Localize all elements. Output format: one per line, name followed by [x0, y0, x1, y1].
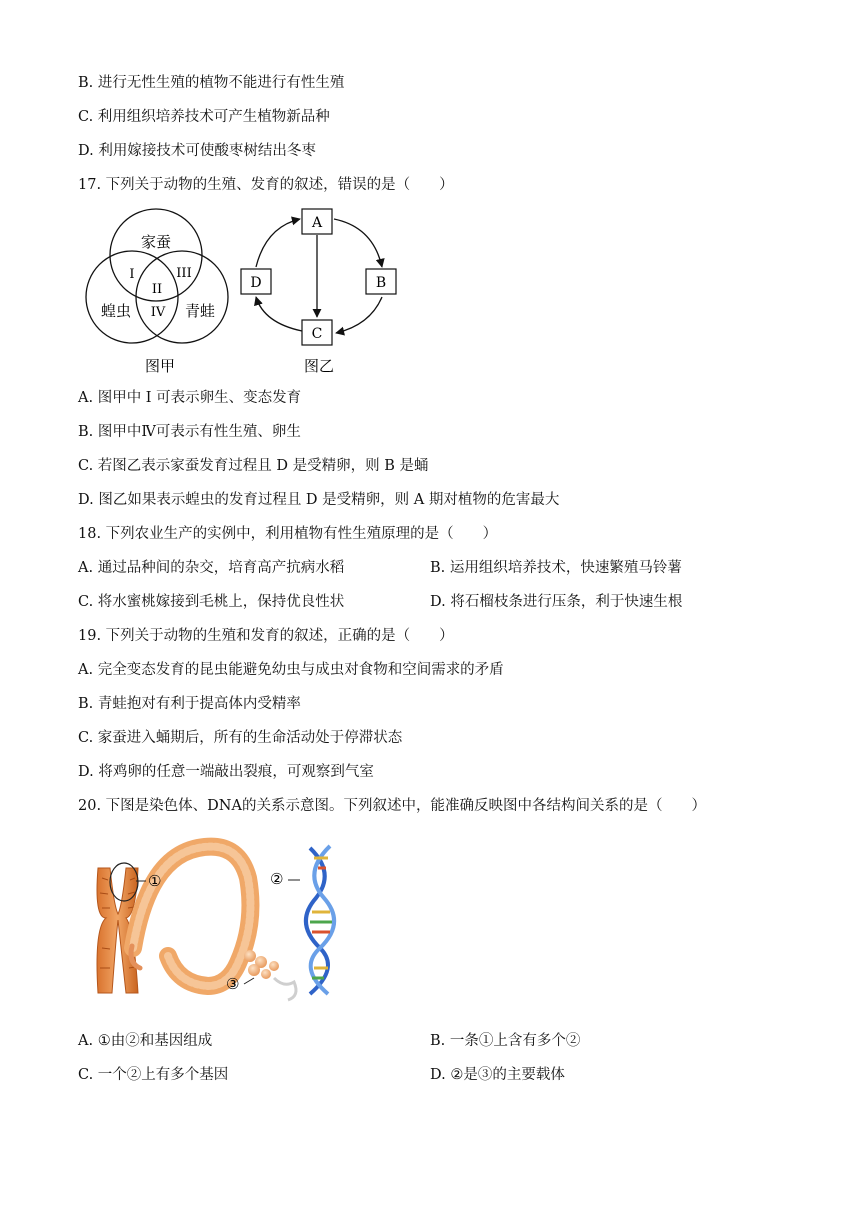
q20-stem: 20. 下图是染色体、DNA的关系示意图。下列叙述中，能准确反映图中各结构间关系的是（ ）: [78, 798, 706, 814]
venn-circle-locust: [86, 251, 178, 343]
venn-label-frog: 青蛙: [184, 302, 216, 320]
arrow-b-to-c: [336, 297, 382, 333]
q18-option-c: C. 将水蜜桃嫁接到毛桃上，保持优良性状: [78, 594, 345, 610]
chromosome-dna-figure: [88, 828, 348, 1003]
arrow-c-to-d: [256, 297, 302, 331]
q17-option-c: C. 若图乙表示家蚕发育过程且 D 是受精卵，则 B 是蛹: [78, 458, 429, 474]
venn-region-1: I: [129, 267, 135, 282]
q17-stem: 17. 下列关于动物的生殖、发育的叙述，错误的是（ ）: [78, 177, 454, 193]
node-b-label: B: [375, 275, 387, 291]
figure-yi-cycle: [236, 205, 406, 377]
node-d-label: D: [250, 275, 262, 291]
q19-stem: 19. 下列关于动物的生殖和发育的叙述，正确的是（ ）: [78, 628, 454, 644]
q20-option-d: D. ②是③的主要载体: [430, 1067, 565, 1083]
figure-jia-caption: 图甲: [144, 357, 176, 375]
q20-option-c: C. 一个②上有多个基因: [78, 1067, 229, 1083]
q18-option-a: A. 通过品种间的杂交，培育高产抗病水稻: [78, 560, 345, 576]
q17-option-d: D. 图乙如果表示蝗虫的发育过程且 D 是受精卵，则 A 期对植物的危害最大: [78, 492, 560, 508]
venn-region-4: IV: [150, 305, 166, 320]
q19-option-a: A. 完全变态发育的昆虫能避免幼虫与成虫对食物和空间需求的矛盾: [78, 662, 504, 678]
figure-label-2: ②: [270, 870, 284, 888]
q18-stem: 18. 下列农业生产的实例中，利用植物有性生殖原理的是（ ）: [78, 526, 498, 542]
q20-option-b: B. 一条①上含有多个②: [430, 1033, 581, 1049]
q16-option-b: B. 进行无性生殖的植物不能进行有性生殖: [78, 75, 345, 91]
q16-option-c: C. 利用组织培养技术可产生植物新品种: [78, 109, 330, 125]
arrow-d-to-a: [256, 219, 300, 267]
figure-label-1: ①: [148, 872, 162, 890]
figure-label-3: ③: [226, 975, 240, 993]
chromatin-coil: [131, 847, 250, 986]
q18-option-b: B. 运用组织培养技术，快速繁殖马铃薯: [430, 560, 682, 576]
q20-option-a: A. ①由②和基因组成: [78, 1033, 213, 1049]
q18-option-d: D. 将石榴枝条进行压条，利于快速生根: [430, 594, 683, 610]
node-a-label: A: [311, 215, 323, 231]
venn-region-2: II: [151, 282, 163, 297]
figure-jia-venn: [80, 205, 240, 377]
dna-double-helix: [306, 846, 334, 994]
venn-label-locust: 蝗虫: [100, 302, 132, 320]
q16-option-d: D. 利用嫁接技术可使酸枣树结出冬枣: [78, 143, 316, 159]
arrow-a-to-b: [334, 219, 382, 267]
venn-region-3: III: [176, 266, 192, 281]
node-c-label: C: [311, 326, 323, 342]
nucleosome-beads: [244, 950, 296, 1000]
q19-option-d: D. 将鸡卵的任意一端敲出裂痕，可观察到气室: [78, 764, 374, 780]
venn-label-silkworm: 家蚕: [140, 233, 172, 251]
figure-yi-caption: 图乙: [303, 357, 335, 375]
q17-option-b: B. 图甲中Ⅳ可表示有性生殖、卵生: [78, 424, 301, 440]
venn-circle-frog: [136, 251, 228, 343]
q19-option-b: B. 青蛙抱对有利于提高体内受精率: [78, 696, 301, 712]
q17-option-a: A. 图甲中 I 可表示卵生、变态发育: [78, 390, 302, 406]
q19-option-c: C. 家蚕进入蛹期后，所有的生命活动处于停滞状态: [78, 730, 403, 746]
